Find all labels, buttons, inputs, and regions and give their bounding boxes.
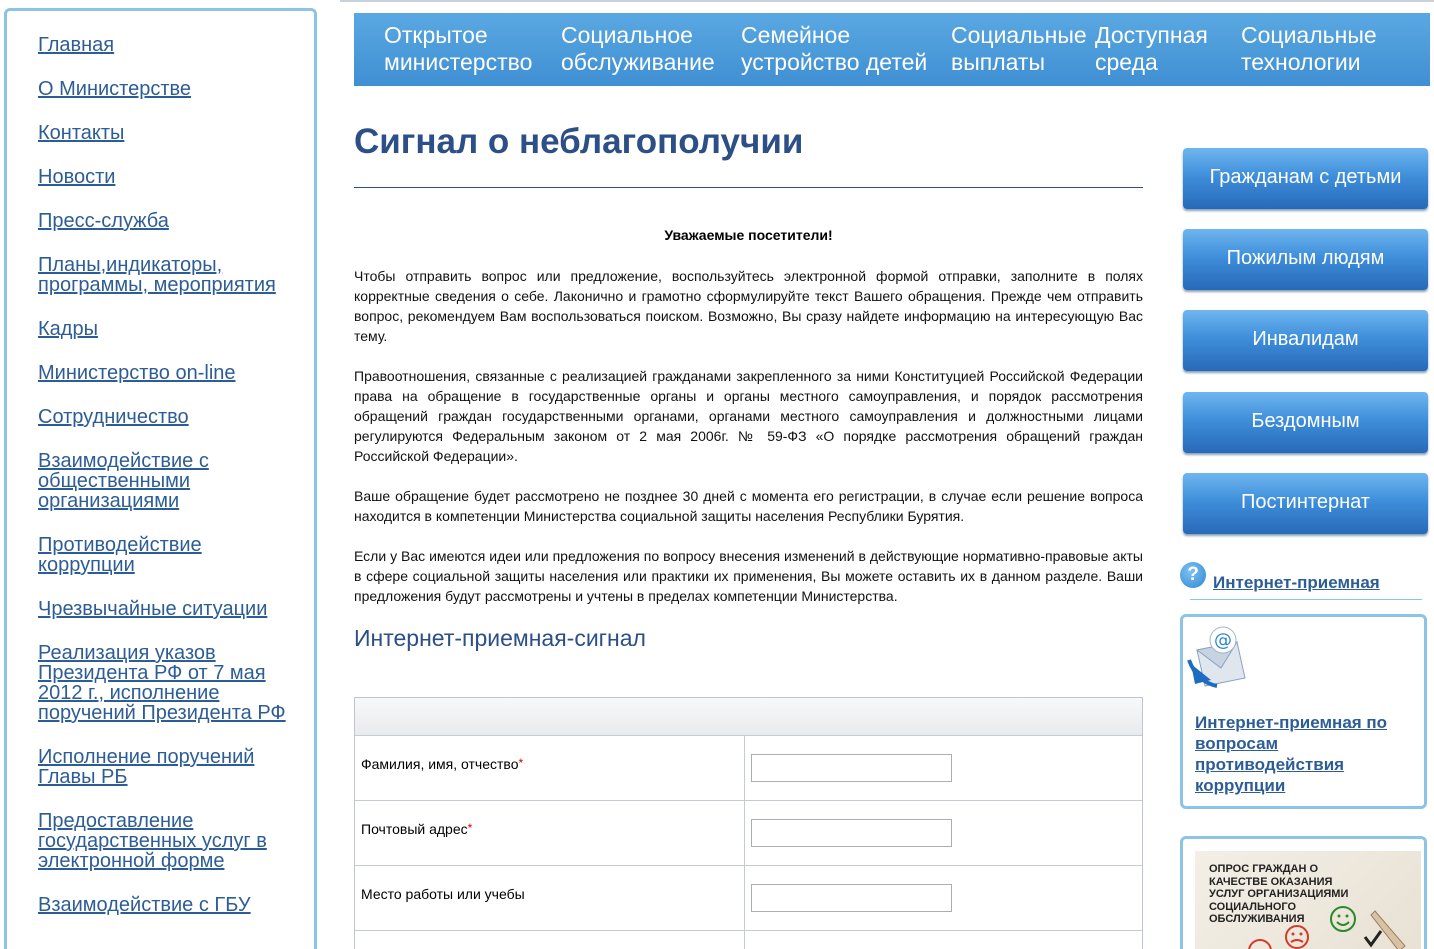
title-divider [354, 187, 1143, 188]
at-glyph: @ [1214, 630, 1232, 651]
form-row-address [355, 801, 1142, 866]
postinternat-button[interactable]: Постинтернат [1183, 473, 1428, 534]
sidebar-item-e-services[interactable]: Предоставление государственных услуг в электронной форме [38, 810, 267, 872]
fullname-input[interactable] [751, 754, 952, 782]
required-marker: * [467, 821, 473, 835]
email-envelope-icon [1187, 620, 1249, 692]
form-header [355, 698, 1142, 736]
sidebar-item-home[interactable]: Главная [38, 34, 115, 56]
sidebar-item-about[interactable]: О Министерстве [38, 78, 192, 100]
review-paragraph: Ваше обращение будет рассмотрено не позднее 30 дней с момента его регистрации, в случае если решение вопроса находится в компетенции Министерства социальной защиты населения Республики Бурятия. [354, 488, 1143, 524]
anticorruption-reception-link[interactable]: Интернет-приемная по вопросам противодействия коррупции [1195, 713, 1388, 795]
proposals-paragraph: Если у Вас имеются идеи или предложения по вопросу внесения изменений в действующие нормативно-правовые акты в сфере социальной защиты населения или практики их применения, Вы можете оставить их в данном разделе. Ваши предложения будут рассмотрены и учтены в пределах компетенции Министерства. [354, 548, 1143, 604]
nav-line: технологии [1241, 49, 1361, 75]
citizens-with-children-button[interactable]: Гражданам с детьми [1183, 148, 1428, 209]
nav-line: Социальные [1241, 22, 1377, 48]
top-navigation [354, 13, 1430, 86]
field-label: Почтовый адрес [361, 821, 468, 837]
next-label [355, 931, 745, 949]
homeless-button[interactable]: Бездомным [1183, 392, 1428, 453]
sidebar-item-press[interactable]: Пресс-служба [38, 210, 169, 232]
sidebar-item-head-orders[interactable]: Исполнение поручений Главы РБ [38, 746, 255, 788]
field-label: Место работы или учебы [361, 886, 525, 902]
sidebar-item-online[interactable]: Министерство on-line [38, 362, 236, 384]
fullname-label [355, 736, 745, 800]
address-label [355, 801, 745, 865]
nav-line: среда [1095, 49, 1158, 75]
sidebar-item-emergency[interactable]: Чрезвычайные ситуации [38, 598, 268, 620]
nav-social-payments[interactable] [951, 22, 1087, 76]
form-row-next [355, 931, 1142, 949]
nav-line: министерство [384, 49, 533, 75]
nav-line: выплаты [951, 49, 1045, 75]
nav-accessible-env[interactable] [1095, 22, 1208, 76]
survey-text: ОПРОС ГРАЖДАН О КАЧЕСТВЕ ОКАЗАНИЯ УСЛУГ ОРГАНИЗАЦИЯМИ СОЦИАЛЬНОГО ОБСЛУЖИВАНИЯ [1209, 863, 1349, 925]
address-input[interactable] [751, 819, 952, 847]
form-row-fullname [355, 736, 1142, 801]
sidebar-item-contacts[interactable]: Контакты [38, 122, 125, 144]
sidebar-item-cooperation[interactable]: Сотрудничество [38, 406, 189, 428]
sidebar-item-staff[interactable]: Кадры [38, 318, 98, 340]
nav-open-ministry[interactable] [384, 22, 532, 76]
form-row-workplace [355, 866, 1142, 931]
law-paragraph: Правоотношения, связанные с реализацией гражданами закрепленного за ними Конституцией Российской Федерации права на обращение в государственные органы и органы местного самоуправления, и порядок рассмотрения обращений граждан государственными органами, органами местного самоуправления и должностными лицами регулируются Федеральным законом от 2 мая 2006г. № 59-ФЗ «О порядке рассмотрения обращений граждан Российской Федерации». [354, 368, 1143, 464]
survey-banner[interactable] [1195, 851, 1421, 949]
sidebar-item-plans[interactable]: Планы,индикаторы, программы, мероприятия [38, 254, 276, 296]
intro-paragraph: Чтобы отправить вопрос или предложение, воспользуйтесь электронной формой отправки, заполните в полях корректные сведения о себе. Лаконично и грамотно сформулируйте текст Вашего обращения. Прежде чем отправить вопрос, рекомендуем Вам воспользоваться поиском. Возможно, Вы сразу найдете информацию на интересующую Вас тему. [354, 268, 1143, 344]
top-divider [340, 0, 1434, 2]
workplace-input[interactable] [751, 884, 952, 912]
help-divider [1190, 599, 1422, 600]
form-title: Интернет-приемная-сигнал [354, 625, 646, 651]
page-title: Сигнал о неблагополучии [354, 122, 804, 161]
sidebar-item-public-orgs[interactable]: Взаимодействие с общественными организациями [38, 450, 209, 512]
nav-line: Семейное [741, 22, 851, 48]
nav-social-service[interactable] [561, 22, 715, 76]
sidebar-item-decrees[interactable]: Реализация указов Президента РФ от 7 мая 2012 г., исполнение поручений Президента РФ [38, 642, 286, 724]
anticorruption-box [1180, 614, 1427, 809]
sidebar-item-anticorruption[interactable]: Противодействие коррупции [38, 534, 202, 576]
nav-family-placement[interactable] [741, 22, 927, 76]
reception-form [354, 697, 1143, 949]
sidebar-item-gbu[interactable]: Взаимодействие с ГБУ [38, 894, 251, 916]
nav-line: Социальное [561, 22, 693, 48]
disabled-button[interactable]: Инвалидам [1183, 310, 1428, 371]
nav-line: Социальные [951, 22, 1087, 48]
rating-faces-icon [1245, 921, 1325, 949]
sidebar [4, 8, 317, 949]
sidebar-item-news[interactable]: Новости [38, 166, 116, 188]
nav-line: обслуживание [561, 49, 715, 75]
greeting-heading: Уважаемые посетители! [664, 227, 833, 243]
workplace-label [355, 866, 745, 930]
field-label: Фамилия, имя, отчество [361, 756, 519, 772]
nav-social-tech[interactable] [1241, 22, 1377, 76]
smiley-faces-icon [1325, 901, 1415, 949]
nav-line: Открытое [384, 22, 488, 48]
question-icon: ? [1180, 562, 1206, 588]
nav-line: Доступная [1095, 22, 1208, 48]
sidebar-menu [38, 35, 288, 939]
internet-reception-link[interactable]: Интернет-приемная [1213, 573, 1380, 592]
required-marker: * [518, 756, 524, 770]
nav-line: устройство детей [741, 49, 928, 75]
survey-box [1180, 836, 1427, 949]
elderly-button[interactable]: Пожилым людям [1183, 229, 1428, 290]
